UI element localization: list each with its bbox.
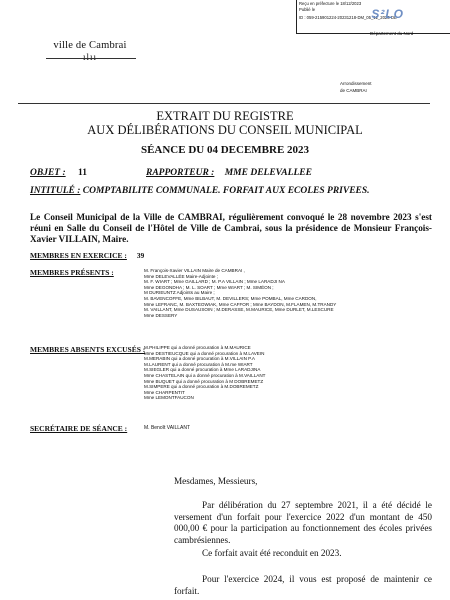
- s2lo-logo: S²LO: [371, 7, 404, 21]
- list-item: Mme CHASTELAIN qui a donné procuration à M.VAILLANT: [144, 372, 266, 378]
- list-item: M DURIEUNTZ Adjoints au Maire ;: [144, 290, 215, 296]
- logo-text: ville de Cambrai: [53, 40, 127, 51]
- secretaire-value: [144, 426, 190, 432]
- list-item: Mme LEFRANC, M. BAXTEOWIAK, Mme CAFFOR ; Mme BAYDON, M.FLAMEN, M.TRANDY: [144, 301, 337, 307]
- list-item: M.PHILIPPE qui a donné procuration à M.MAURICE: [144, 345, 251, 350]
- seance-date: SÉANCE DU 04 DECEMBRE 2023: [140, 144, 310, 156]
- list-item: Mme LEMONTFAUCON: [144, 395, 194, 401]
- list-item: M. François-Xavier VILLAIN Maire de CAMBRAI ,: [144, 268, 245, 273]
- presents-list: [144, 268, 336, 318]
- list-item: Mme DELEVALLÉE Maire-Adjointe ;: [144, 273, 218, 279]
- absents-label-text: MEMBRES ABSENTS EXCUSÉS :: [30, 345, 146, 354]
- stamp-received: Reçu en préfecture le 18/12/2023: [299, 1, 362, 6]
- stamp-published: Publié le: [299, 7, 316, 12]
- objet-row: [30, 168, 87, 178]
- salutation: Mesdames, Messieurs,: [174, 476, 258, 486]
- intitule-value: COMPTABILITE COMMUNALE. FORFAIT AUX ECOLES PRIVEES.: [82, 186, 370, 196]
- list-item: Mme BUQUET qui a donné procuration à M DOBREMETZ: [144, 378, 264, 384]
- rapporteur-row: [146, 168, 312, 178]
- body-paragraph-3: Pour l'exercice 2024, il vous est proposé de maintenir ce forfait.: [174, 574, 432, 596]
- list-item: M. VAILLANT, Mme DUSAUSOIN ; M.DERASSE, M.MAURICE, Mme DURLET, M.LESCURE: [144, 307, 334, 313]
- list-item: Mme DEGONDHA ; M. L. SOART ; Mme WIART ; M. SIMÉON ;: [144, 284, 274, 290]
- intitule-row: [30, 186, 370, 196]
- list-item: Mme DESTIEUCQUE qui a donné procuration à M.LAVEIN: [144, 350, 265, 356]
- list-item: M. F. WIART ; Mme GAILLARD ; M. P.A VILLAIN ; Mme LARADJI NA: [144, 279, 285, 285]
- list-item: M.MERABIN qui a donné procuration à M.VILLAIN P.A: [144, 356, 255, 362]
- exercice-row: [30, 251, 144, 260]
- arrondissement: [340, 80, 372, 94]
- exercice-label: MEMBRES EN EXERCICE :: [30, 251, 127, 260]
- list-item: M. BAVENCOFFE, Mme BILBAUT, M. DEVILLERS; Mme POMBAL, Mme CARDON,: [144, 295, 317, 301]
- rapporteur-value: MME DELEVALLEE: [224, 168, 312, 178]
- exercice-value: 39: [136, 251, 145, 260]
- body-paragraph-2: Ce forfait avait été reconduit en 2023.: [202, 548, 342, 558]
- intro-paragraph: Le Conseil Municipal de la Ville de CAMBRAI, régulièrement convoqué le 28 novembre 2023 s'est réuni en Salle du Conseil de l'Hôtel de Ville de Cambrai, sous la présidence de Monsieur François-Xavier VILLAIN, Maire.: [30, 212, 432, 244]
- presents-label: [30, 268, 114, 277]
- list-item: M.SIEGLER qui a donné procuration à Mme LARADJINA: [144, 367, 261, 373]
- absents-label: [30, 345, 145, 354]
- header-divider: [18, 103, 430, 104]
- arrondissement-line2: de CAMBRAI: [340, 88, 367, 93]
- document-title: [0, 109, 450, 137]
- list-item: M.LAURENT qui a donné procuration à M.me WIART: [144, 361, 253, 367]
- rapporteur-label: RAPPORTEUR :: [146, 168, 215, 178]
- secretaire-label-text: SECRÉTAIRE DE SÉANCE :: [30, 424, 128, 433]
- stamp-id: ID : 059-215901224-20231218-DM_05_12_2023-DE: [299, 15, 397, 20]
- logo-mark-icon: ılıı: [82, 52, 97, 62]
- title-line2: AUX DÉLIBÉRATIONS DU CONSEIL MUNICIPAL: [87, 123, 363, 137]
- intitule-label: INTITULÉ :: [30, 186, 81, 196]
- secretaire-label: [30, 424, 127, 433]
- title-line1: EXTRAIT DU REGISTRE: [156, 109, 294, 123]
- body-paragraph-1: Par délibération du 27 septembre 2021, il a été décidé le versement d'un forfait pour l'exercice 2022 d'un montant de 450 000,00 € pour la participation au fonctionnement des écoles privées cambrésiennes.: [174, 500, 432, 545]
- arrondissement-line1: Arrondissement: [340, 81, 372, 86]
- presents-label-text: MEMBRES PRÉSENTS :: [30, 268, 114, 277]
- logo-rule: [46, 58, 136, 59]
- list-item: M.SIMPERE qui a donné procuration à M.DOBREMETZ: [144, 384, 259, 390]
- list-item: Mme CHARPENTIT: [144, 389, 185, 395]
- secretaire-name: M. Benoît VAILLANT: [144, 425, 191, 431]
- stamp-department: Département du Nord: [370, 31, 414, 36]
- objet-value: 11: [78, 168, 87, 178]
- objet-label: OBJET :: [30, 168, 66, 178]
- city-logo: [40, 40, 140, 62]
- list-item: Mme DESSERY: [144, 312, 178, 318]
- absents-list: [144, 345, 265, 401]
